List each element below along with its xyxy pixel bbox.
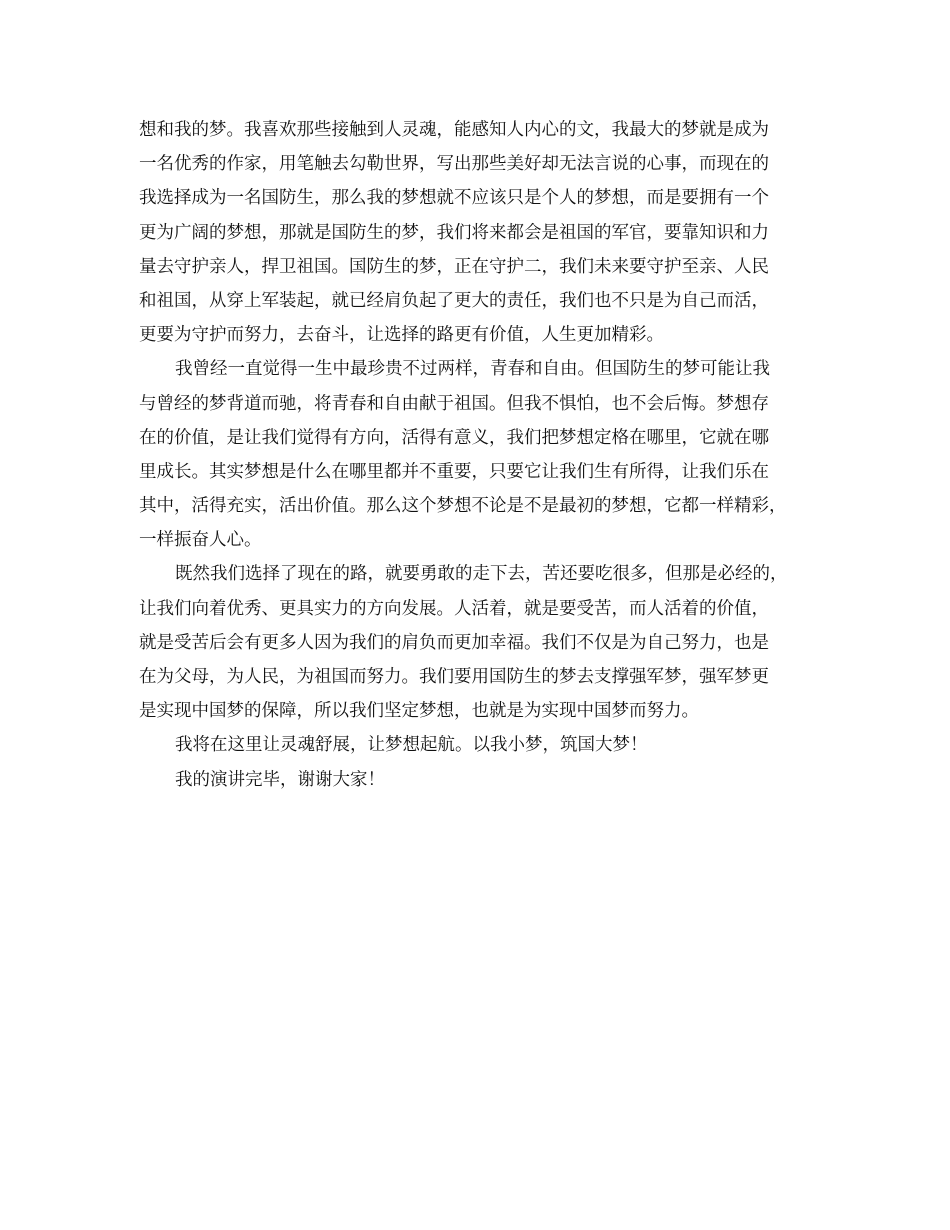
text-line: 就是受苦后会有更多人因为我们的肩负而更加幸福。我们不仅是为自己努力，也是 — [139, 632, 769, 653]
text-line: 我选择成为一名国防生，那么我的梦想就不应该只是个人的梦想，而是要拥有一个 — [139, 188, 769, 209]
text-line: 更为广阔的梦想，那就是国防生的梦，我们将来都会是祖国的军官，要靠知识和力 — [139, 222, 769, 243]
text-line: 里成长。其实梦想是什么在哪里都并不重要，只要它让我们生有所得，让我们乐在 — [139, 461, 769, 482]
document-body — [139, 113, 829, 797]
text-line: 量去守护亲人，捍卫祖国。国防生的梦，正在守护二，我们未来要守护至亲、人民 — [139, 256, 769, 277]
text-line: 一样振奋人心。 — [139, 530, 262, 551]
text-line: 和祖国，从穿上军装起，就已经肩负起了更大的责任，我们也不只是为自己而活， — [139, 290, 769, 311]
text-line: 是实现中国梦的保障，所以我们坚定梦想，也就是为实现中国梦而努力。 — [139, 701, 699, 722]
text-line: 与曾经的梦背道而驰，将青春和自由献于祖国。但我不惧怕，也不会后悔。梦想存 — [139, 393, 769, 414]
text-line: 让我们向着优秀、更具实力的方向发展。人活着，就是要受苦，而人活着的价值， — [139, 598, 769, 619]
closing-line: 我的演讲完毕，谢谢大家！ — [175, 769, 385, 790]
text-line: 在为父母，为人民，为祖国而努力。我们要用国防生的梦去支撑强军梦，强军梦更 — [139, 667, 769, 687]
text-line: 其中，活得充实，活出价值。那么这个梦想不论是不是最初的梦想，它都一样精彩， — [139, 496, 787, 517]
text-line: 一名优秀的作家，用笔触去勾勒世界，写出那些美好却无法言说的心事，而现在的 — [139, 154, 769, 175]
text-line: 更要为守护而努力，去奋斗，让选择的路更有价值，人生更加精彩。 — [139, 325, 664, 346]
paragraph-start-line: 我将在这里让灵魂舒展，让梦想起航。以我小梦，筑国大梦！ — [175, 735, 648, 756]
paragraph-start-line: 既然我们选择了现在的路，就要勇敢的走下去，苦还要吃很多，但那是必经的， — [175, 564, 788, 585]
text-line: 在的价值，是让我们觉得有方向，活得有意义，我们把梦想定格在哪里，它就在哪 — [139, 427, 769, 448]
paragraph-start-line: 我曾经一直觉得一生中最珍贵不过两样，青春和自由。但国防生的梦可能让我 — [175, 359, 770, 380]
text-line: 想和我的梦。我喜欢那些接触到人灵魂，能感知人内心的文，我最大的梦就是成为 — [139, 120, 769, 140]
